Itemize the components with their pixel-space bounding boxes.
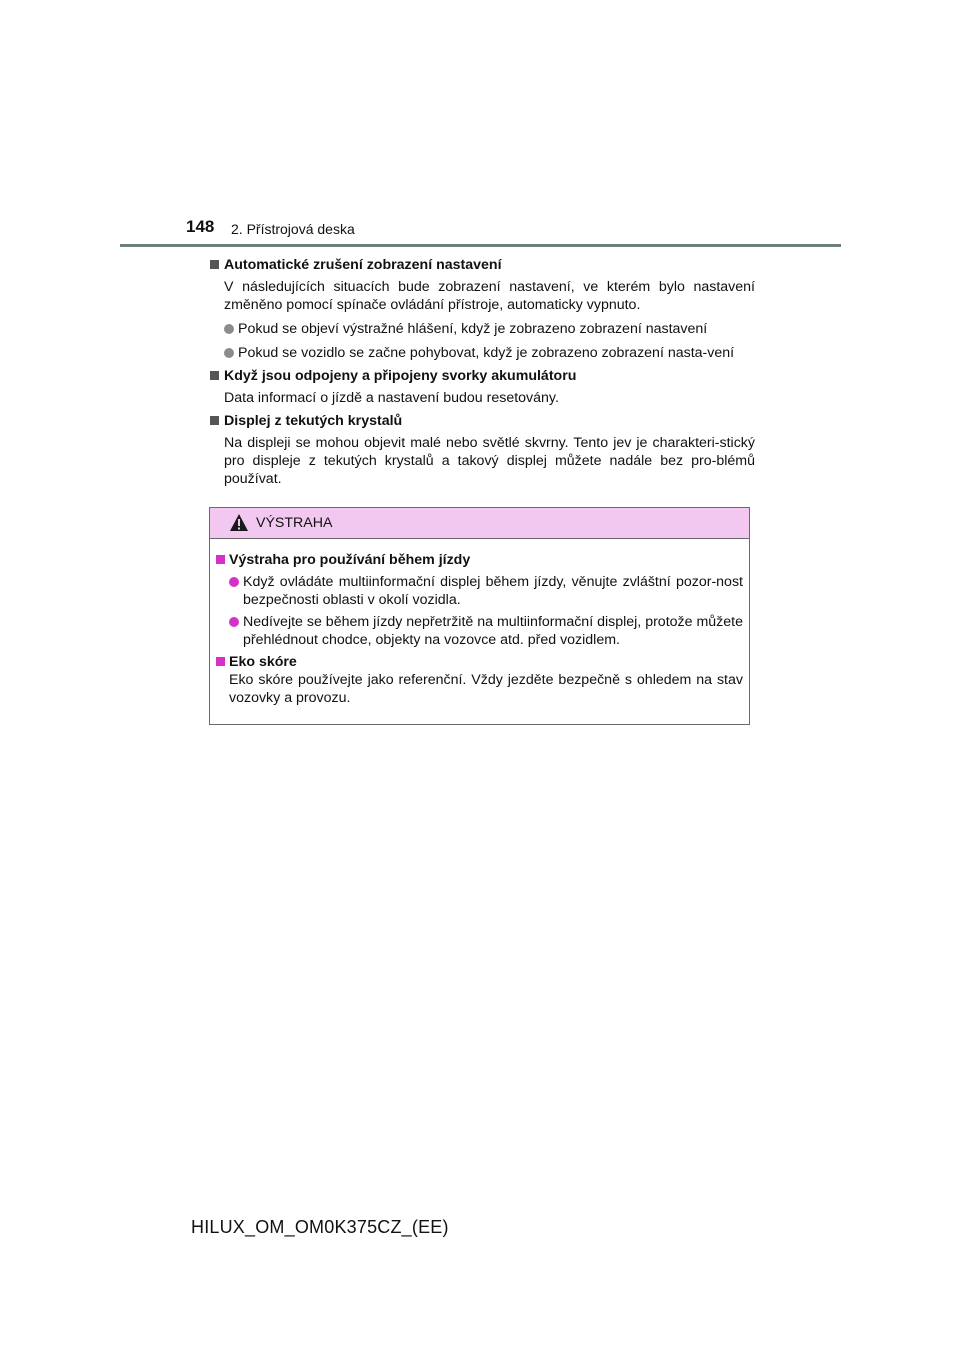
section-heading-text: Automatické zrušení zobrazení nastavení [224, 257, 502, 273]
warning-list-item-text: Když ovládáte multiinformační displej během jízdy, věnujte zvláštní pozor-nost bezpečnosti oblasti v okolí vozidla. [243, 574, 743, 608]
warning-section-heading-text: Výstraha pro používání během jízdy [229, 552, 471, 568]
section-text: Na displeji se mohou objevit malé nebo světlé skvrny. Tento jev je charakteri-stický pro displeje z tekutých krystalů a takový displej můžete nadále bez pro-blémů používat. [224, 435, 755, 487]
round-bullet-icon [229, 617, 239, 627]
warning-list-item [229, 613, 743, 649]
list-item [224, 320, 755, 338]
list-item [224, 344, 755, 362]
warning-header [210, 508, 749, 539]
warning-box [209, 507, 750, 725]
warning-section-text: Eko skóre používejte jako referenční. Vždy jezděte bezpečně s ohledem na stav vozovky a provozu. [229, 672, 743, 706]
section-heading [210, 256, 755, 274]
square-bullet-icon [216, 657, 225, 666]
section-heading [210, 412, 755, 430]
warning-section-heading [216, 653, 743, 671]
chapter-title: 2. Přístrojová deska [231, 221, 355, 237]
round-bullet-icon [224, 324, 234, 334]
square-bullet-icon [210, 371, 219, 380]
square-bullet-icon [216, 555, 225, 564]
warning-section-heading-text: Eko skóre [229, 654, 297, 670]
round-bullet-icon [224, 348, 234, 358]
square-bullet-icon [210, 260, 219, 269]
section-text: Data informací o jízdě a nastavení budou resetovány. [224, 390, 559, 406]
warning-triangle-icon [229, 513, 249, 532]
warning-section-heading [216, 551, 743, 569]
list-item-text: Pokud se objeví výstražné hlášení, když je zobrazeno zobrazení nastavení [238, 321, 708, 337]
square-bullet-icon [210, 416, 219, 425]
warning-list-item-text: Nedívejte se během jízdy nepřetržitě na multiinformační displej, protože můžete přehlédnout chodce, objekty na vozovce atd. před vozidlem. [243, 614, 743, 648]
header-divider [120, 244, 841, 247]
warning-title: VÝSTRAHA [256, 515, 333, 531]
main-content [210, 256, 755, 488]
page-number: 148 [186, 217, 215, 236]
round-bullet-icon [229, 577, 239, 587]
document-code: HILUX_OM_OM0K375CZ_(EE) [191, 1217, 449, 1237]
section-heading-text: Když jsou odpojeny a připojeny svorky akumulátoru [224, 368, 577, 384]
warning-list-item [229, 573, 743, 609]
section-heading-text: Displej z tekutých krystalů [224, 413, 403, 429]
section-text: V následujících situacích bude zobrazení nastavení, ve kterém bylo nastavení změněno pomocí spínače ovládání přístroje, automaticky vypnuto. [224, 279, 755, 313]
list-item-text: Pokud se vozidlo se začne pohybovat, když je zobrazeno zobrazení nasta-vení [238, 345, 735, 361]
warning-body [210, 539, 749, 707]
section-heading [210, 367, 755, 385]
